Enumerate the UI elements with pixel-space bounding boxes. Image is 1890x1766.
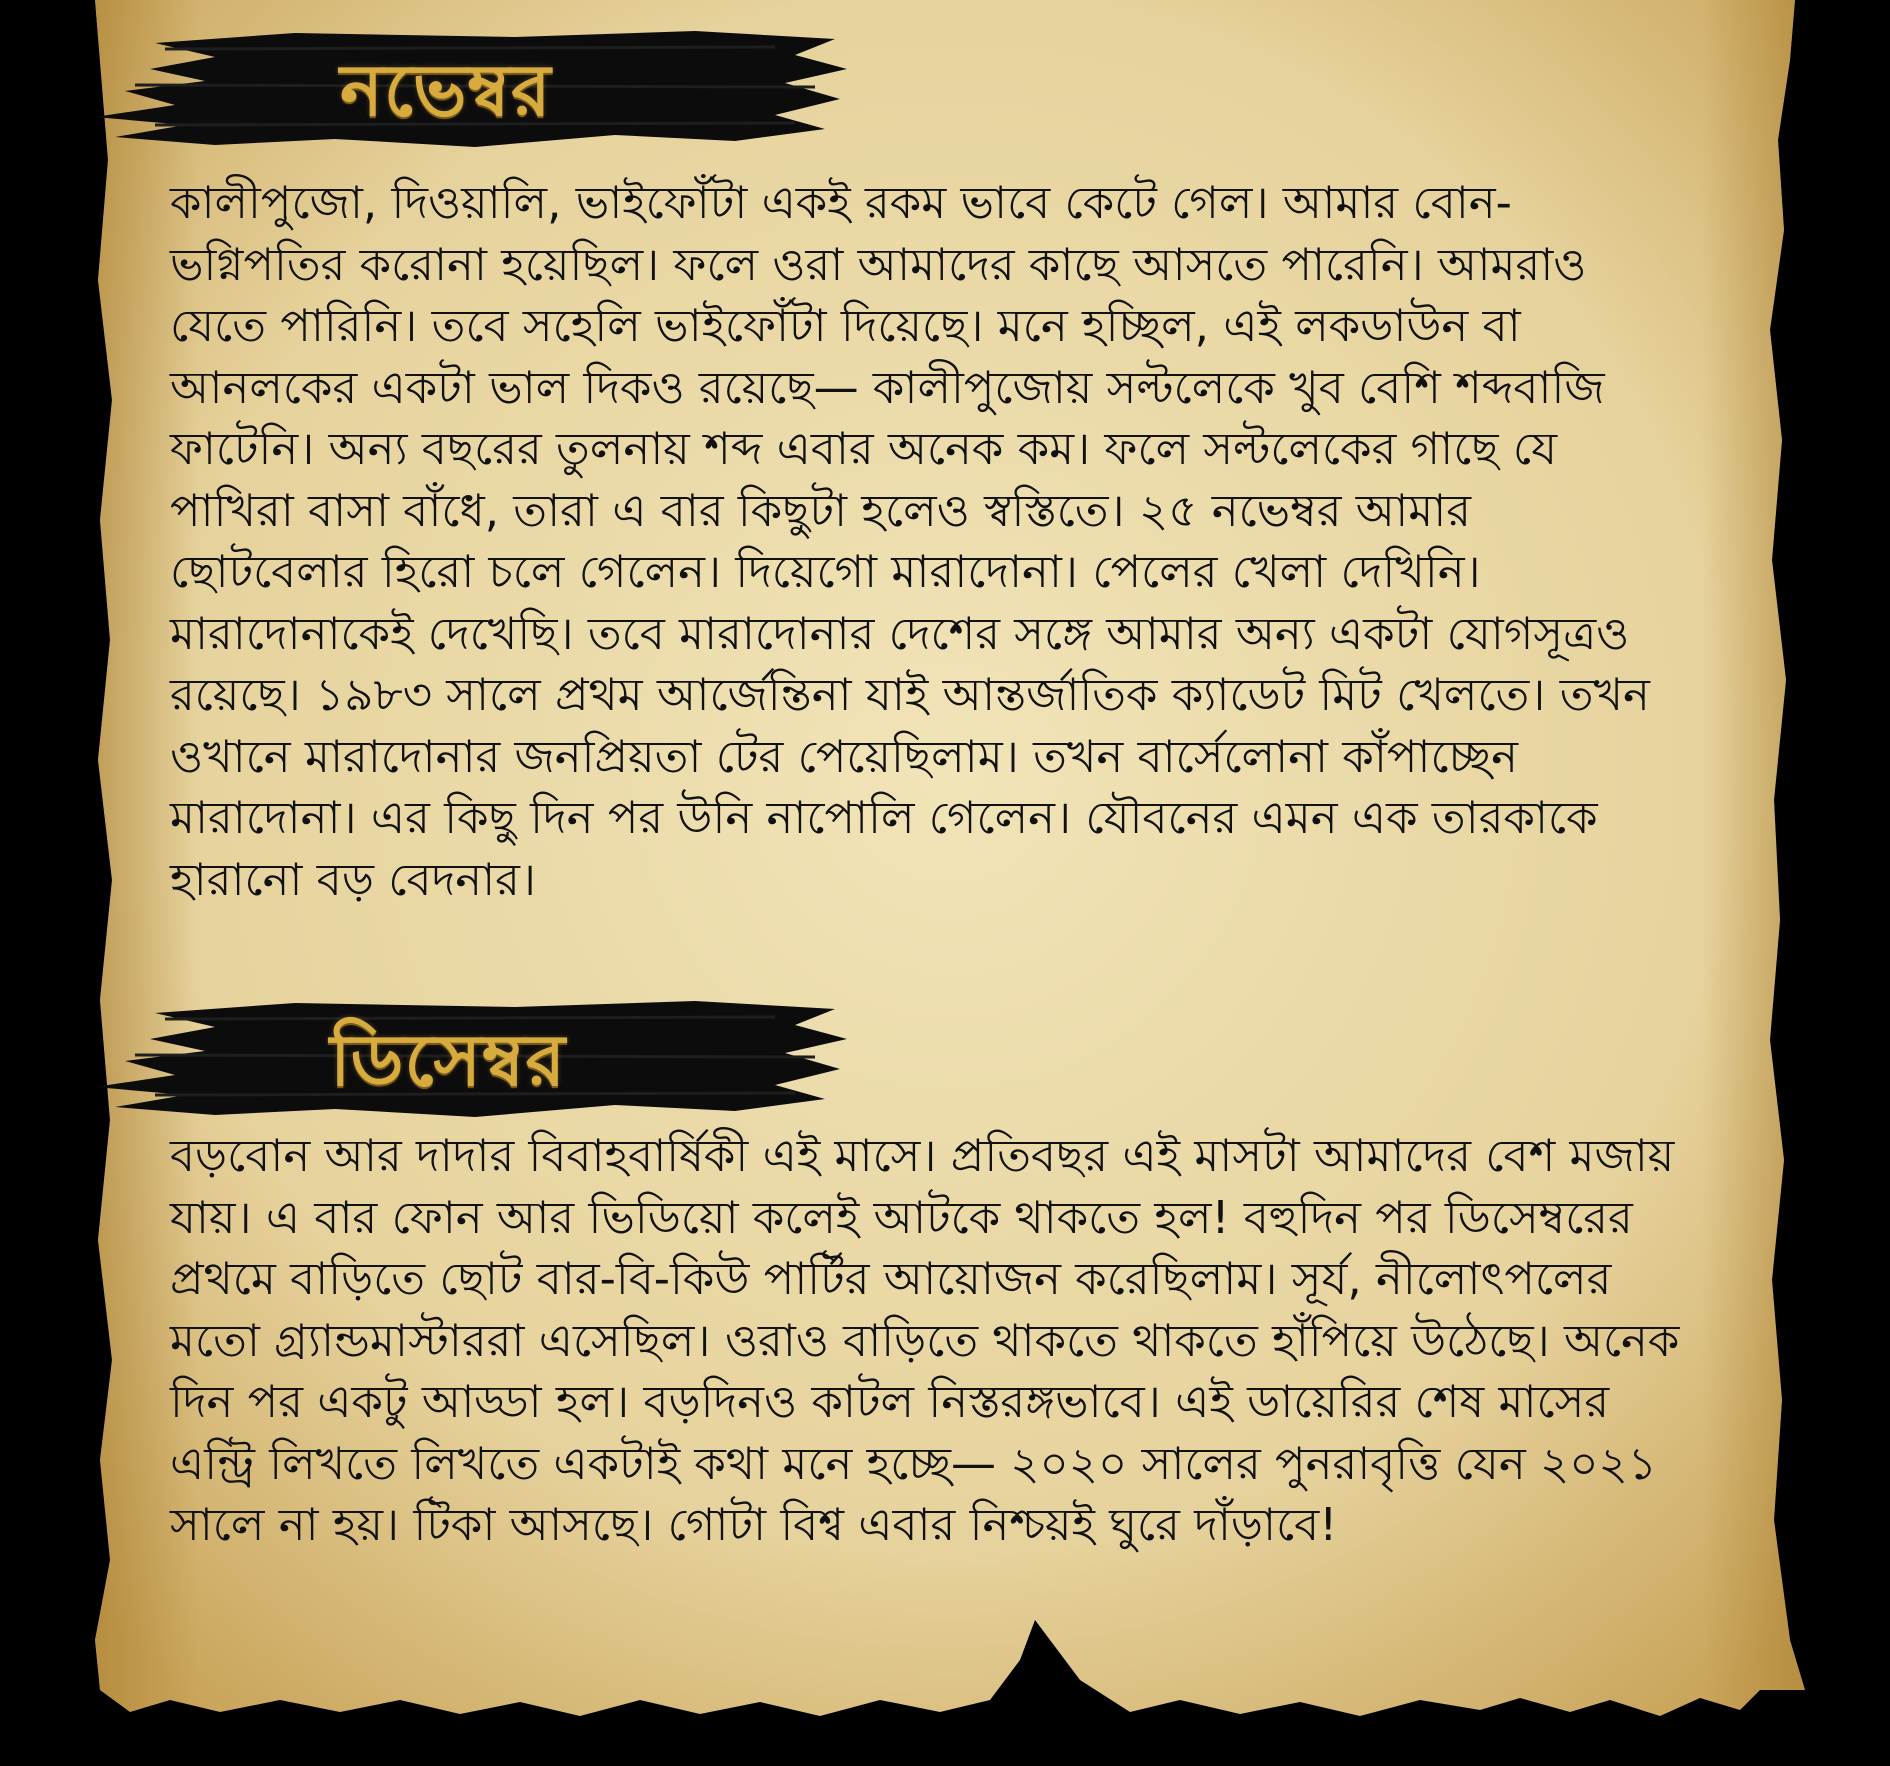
diary-paragraph-november: কালীপুজো, দিওয়ালি, ভাইফোঁটা একই রকম ভাবে কেটে গেল। আমার বোন-ভগ্নিপতির করোনা হয়েছিল। ফলে ওরা আমাদের কাছে আসতে পারেনি। আমরাও যেতে পারিনি। তবে সহেলি ভাইফোঁটা দিয়েছে। মনে হচ্ছিল, এই লকডাউন বা আনলকের একটা ভাল দিকও রয়েছে— কালীপুজোয় সল্টলেকে খুব বেশি শব্দবাজি ফাটেনি। অন্য বছরের তুলনায় শব্দ এবার অনেক কম। ফলে সল্টলেকের গাছে যে পাখিরা বাসা বাঁধে, তারা এ বার কিছুটা হলেও স্বস্তিতে। ২৫ নভেম্বর আমার ছোটবেলার হিরো চলে গেলেন। দিয়েগো মারাদোনা। পেলের খেলা দেখিনি। মারাদোনাকেই দেখেছি। তবে মারাদোনার দেশের সঙ্গে আমার অন্য একটা যোগসূত্রও রয়েছে। ১৯৮৩ সালে প্রথম আর্জেন্তিনা যাই আন্তর্জাতিক ক্যাডেট মিট খেলতে। তখন ওখানে মারাদোনার জনপ্রিয়তা টের পেয়েছিলাম। তখন বার্সেলোনা কাঁপাচ্ছেন মারাদোনা। এর কিছু দিন পর উনি নাপোলি গেলেন। যৌবনের এমন এক তারকাকে হারানো বড় বেদনার। [170, 176, 1650, 906]
month-title-november: নভেম্বর [340, 48, 552, 132]
month-title-december: ডিসেম্বর [330, 1018, 567, 1102]
diary-paragraph-december: বড়বোন আর দাদার বিবাহবার্ষিকী এই মাসে। প্রতিবছর এই মাসটা আমাদের বেশ মজায় যায়। এ বার ফোন আর ভিডিয়ো কলেই আটকে থাকতে হল! বহুদিন পর ডিসেম্বরের প্রথমে বাড়িতে ছোট বার-বি-কিউ পার্টির আয়োজন করেছিলাম। সূর্য, নীলোৎপলের মতো গ্র্যান্ডমাস্টাররা এসেছিল। ওরাও বাড়িতে থাকতে থাকতে হাঁপিয়ে উঠেছে। অনেক দিন পর একটু আড্ডা হল। বড়দিনও কাটল নিস্তরঙ্গভাবে। এই ডায়েরির শেষ মাসের এন্ট্রি লিখতে লিখতে একটাই কথা মনে হচ্ছে— ২০২০ সালের পুনরাবৃত্তি যেন ২০২১ সালে না হয়। টিকা আসছে। গোটা বিশ্ব এবার নিশ্চয়ই ঘুরে দাঁড়াবে! [170, 1129, 1680, 1551]
